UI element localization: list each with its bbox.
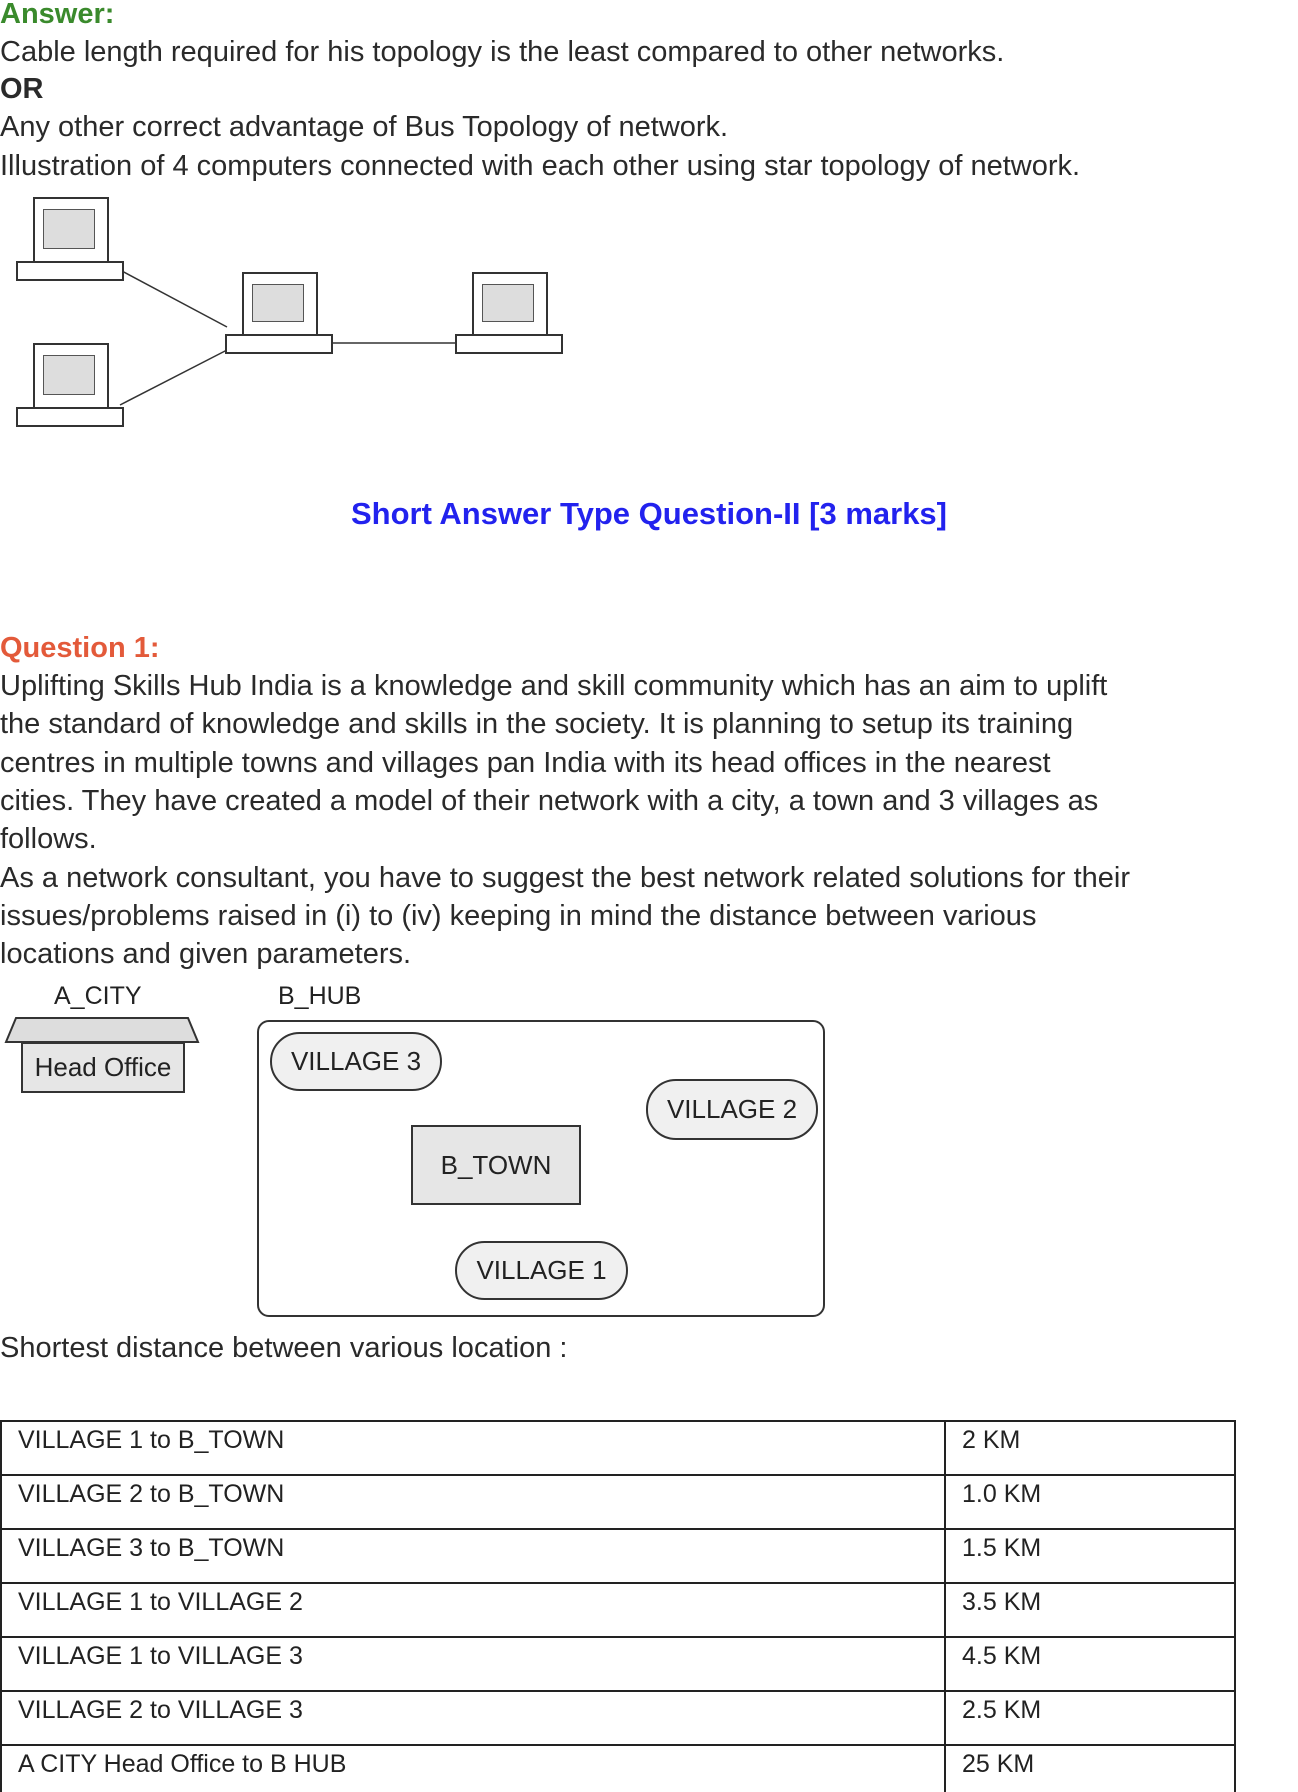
route-cell: VILLAGE 1 to VILLAGE 2 [1,1583,945,1637]
table-row [1,1691,1235,1745]
route-cell: A CITY Head Office to B HUB [1,1745,945,1792]
question-text: cities. They have created a model of their network with a city, a town and 3 villages as [0,785,1099,817]
head-office-node: Head Office [21,1042,185,1093]
distance-cell: 2.5 KM [945,1691,1235,1745]
distance-cell: 3.5 KM [945,1583,1235,1637]
distance-cell: 2 KM [945,1421,1235,1475]
answer-line: Illustration of 4 computers connected with each other using star topology of network. [0,150,1081,182]
question-text: centres in multiple towns and villages pan India with its head offices in the nearest [0,747,1051,779]
route-cell: VILLAGE 1 to VILLAGE 3 [1,1637,945,1691]
question-text: locations and given parameters. [0,938,412,970]
distance-cell: 4.5 KM [945,1637,1235,1691]
village-2-node: VILLAGE 2 [646,1079,818,1140]
distance-table [0,1420,1236,1792]
answer-line: Cable length required for his topology is the least compared to other networks. [0,36,1005,68]
question-heading: Question 1: [0,632,160,664]
village-1-node: VILLAGE 1 [455,1241,628,1300]
question-text: Uplifting Skills Hub India is a knowledge and skill community which has an aim to uplift [0,670,1108,702]
table-row [1,1529,1235,1583]
or-label: OR [0,73,44,105]
distance-caption: Shortest distance between various location : [0,1332,568,1364]
question-text: follows. [0,823,97,855]
table-row [1,1475,1235,1529]
answer-line: Any other correct advantage of Bus Topology of network. [0,111,729,143]
route-cell: VILLAGE 1 to B_TOWN [1,1421,945,1475]
question-text: issues/problems raised in (i) to (iv) keeping in mind the distance between various [0,900,1037,932]
a-city-label: A_CITY [54,982,142,1010]
distance-cell: 1.5 KM [945,1529,1235,1583]
route-cell: VILLAGE 2 to VILLAGE 3 [1,1691,945,1745]
question-text: the standard of knowledge and skills in the society. It is planning to setup its training [0,708,1074,740]
section-title: Short Answer Type Question-II [3 marks] [350,496,947,531]
village-3-node: VILLAGE 3 [270,1032,442,1091]
b-town-node: B_TOWN [411,1125,581,1205]
route-cell: VILLAGE 3 to B_TOWN [1,1529,945,1583]
table-row [1,1421,1235,1475]
distance-cell: 25 KM [945,1745,1235,1792]
question-text: As a network consultant, you have to suggest the best network related solutions for their [0,862,1131,894]
answer-heading: Answer: [0,0,115,30]
table-row [1,1637,1235,1691]
distance-cell: 1.0 KM [945,1475,1235,1529]
b-hub-label: B_HUB [278,982,362,1010]
route-cell: VILLAGE 2 to B_TOWN [1,1475,945,1529]
table-row [1,1745,1235,1792]
table-row [1,1583,1235,1637]
